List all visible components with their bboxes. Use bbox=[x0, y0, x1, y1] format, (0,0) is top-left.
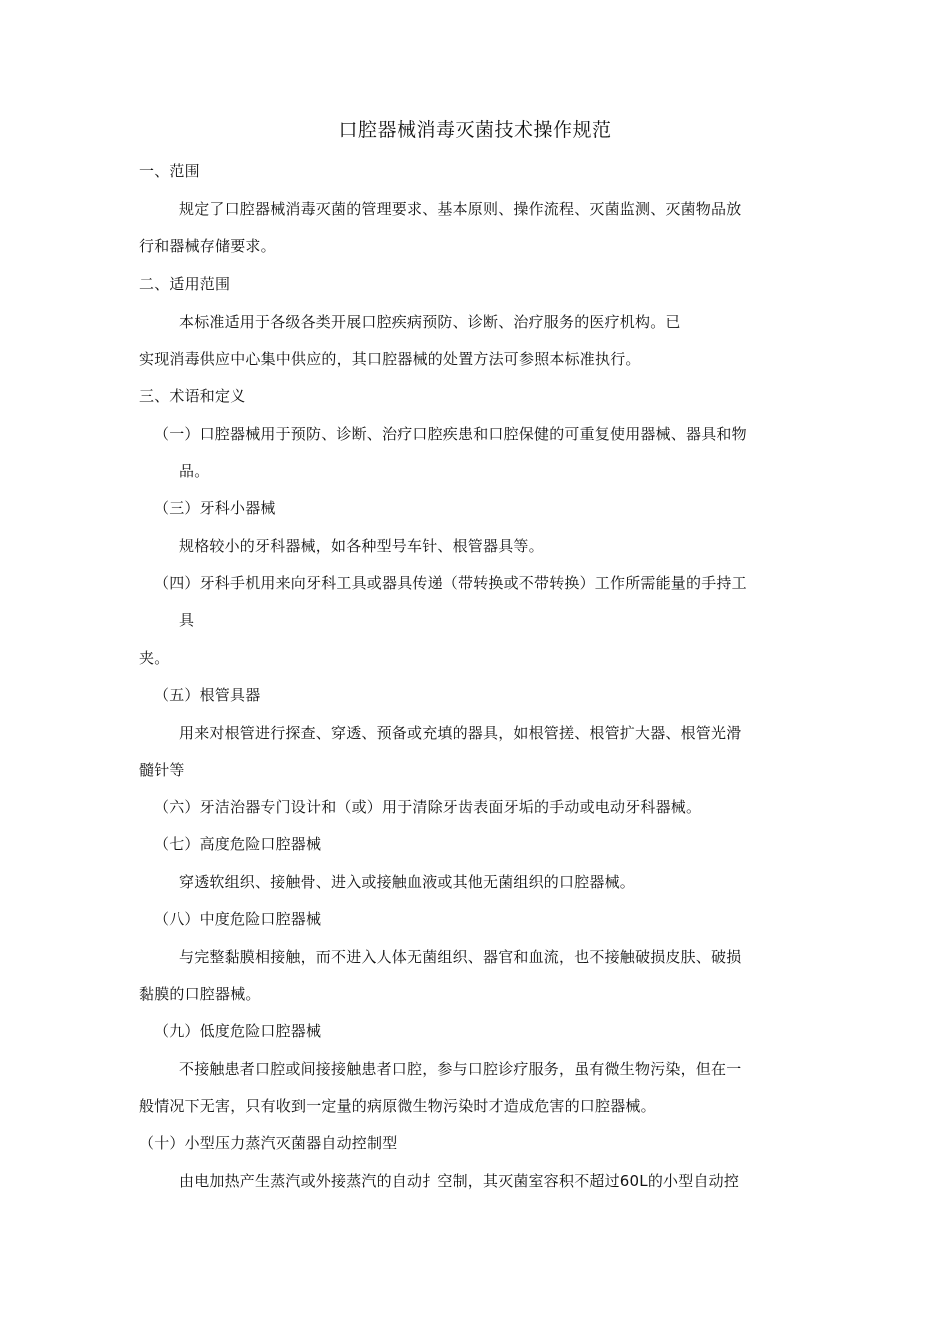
term-heading: （五）根管具器 bbox=[154, 686, 261, 704]
term-definition: 由电加热产生蒸汽或外接蒸汽的自动扌空制，其灭菌室容积不超过60L的小型自动控 bbox=[179, 1172, 740, 1190]
term-definition: 般情况下无害，只有收到一定量的病原微生物污染时才造成危害的口腔器械。 bbox=[139, 1097, 656, 1115]
term-item: （一）口腔器械用于预防、诊断、治疗口腔疾患和口腔保健的可重复使用器械、器具和物 bbox=[154, 425, 747, 443]
term-heading: （三）牙科小器械 bbox=[154, 499, 276, 517]
section-heading-scope: 一、范围 bbox=[139, 162, 200, 180]
term-item: （四）牙科手机用来向牙科工具或器具传递（带转换或不带转换）工作所需能量的手持工 bbox=[154, 574, 747, 592]
term-definition: 用来对根管进行探查、穿透、预备或充填的器具，如根管搓、根管扩大器、根管光滑 bbox=[179, 724, 742, 742]
section-heading-applicability: 二、适用范围 bbox=[139, 275, 231, 293]
term-definition: 黏膜的口腔器械。 bbox=[139, 985, 261, 1003]
section-heading-terms: 三、术语和定义 bbox=[139, 387, 246, 405]
term-item-continuation: 具 bbox=[179, 611, 195, 629]
term-heading: （八）中度危险口腔器械 bbox=[154, 910, 322, 928]
term-definition: 与完整黏膜相接触，而不进入人体无菌组织、器官和血流，也不接触破损皮肤、破损 bbox=[179, 948, 742, 966]
term-item-continuation: 夹。 bbox=[139, 649, 170, 667]
paragraph-line: 规定了口腔器械消毒灭菌的管理要求、基本原则、操作流程、灭菌监测、灭菌物品放 bbox=[179, 200, 742, 218]
term-item: （六）牙洁治器专门设计和（或）用于清除牙齿表面牙垢的手动或电动牙科器械。 bbox=[154, 798, 702, 816]
term-definition: 穿透软组织、接触骨、进入或接触血液或其他无菌组织的口腔器械。 bbox=[179, 873, 636, 891]
paragraph-line: 本标准适用于各级各类开展口腔疾病预防、诊断、治疗服务的医疗机构。已 bbox=[179, 313, 681, 331]
term-definition: 不接触患者口腔或间接接触患者口腔，参与口腔诊疗服务，虽有微生物污染，但在一 bbox=[179, 1060, 742, 1078]
term-definition: 髓针等 bbox=[139, 761, 185, 779]
term-definition: 规格较小的牙科器械，如各种型号车针、根管器具等。 bbox=[179, 537, 544, 555]
document-title: 口腔器械消毒灭菌技术操作规范 bbox=[338, 119, 612, 141]
paragraph-line: 行和器械存储要求。 bbox=[139, 237, 276, 255]
paragraph-line: 实现消毒供应中心集中供应的，其口腔器械的处置方法可参照本标准执行。 bbox=[139, 350, 641, 368]
term-heading: （十）小型压力蒸汽灭菌器自动控制型 bbox=[139, 1134, 398, 1152]
term-heading: （九）低度危险口腔器械 bbox=[154, 1022, 322, 1040]
term-heading: （七）高度危险口腔器械 bbox=[154, 835, 322, 853]
term-item-continuation: 品。 bbox=[179, 462, 210, 480]
